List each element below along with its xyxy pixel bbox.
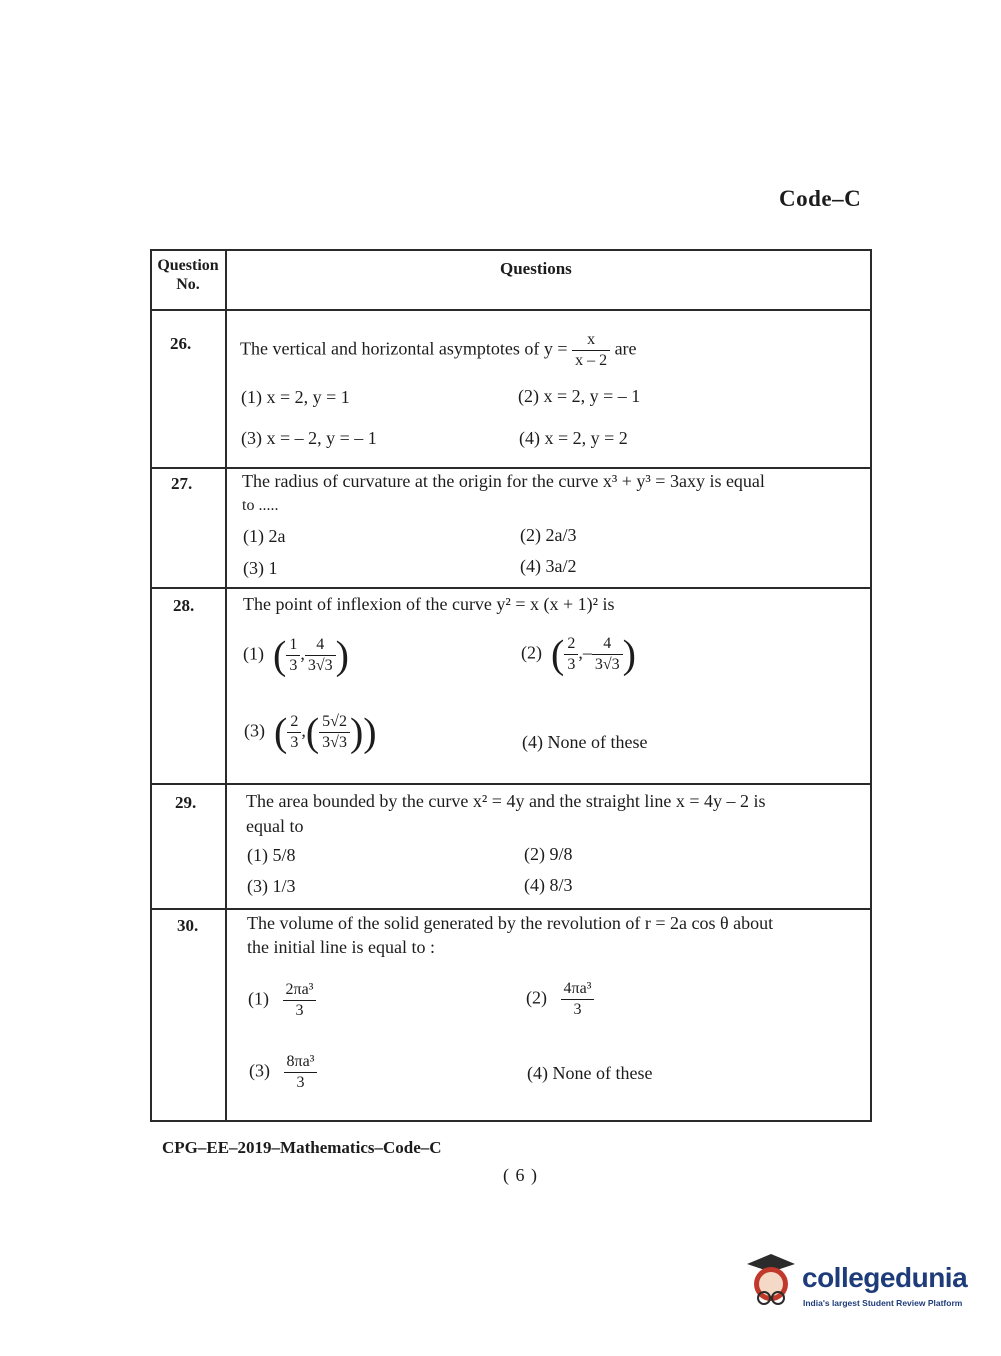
fraction-numerator: 5√2 [319,712,350,733]
fraction [319,712,350,753]
question-27-line2: to ..... [242,497,279,514]
option-3: (3) ( $\frac{2}{3}$ ,( $\frac{5√2}{3√3}$ )) [244,709,377,755]
option-label: (3) [249,1060,270,1081]
option-4: (4) None of these [527,1063,653,1083]
logo-wordmark: collegedunia [802,1262,968,1293]
fraction-denominator: 3 [289,657,298,674]
fraction-denominator: 3 [290,734,299,751]
paper-code-footer: CPG–EE–2019–Mathematics–Code–C [162,1138,442,1157]
fraction-denominator: 3 [295,1002,304,1019]
fraction [572,330,610,371]
option-1: (1) 5/8 [247,845,296,865]
paren-close: ) [335,632,349,678]
fraction-numerator: 8πa³ [284,1052,318,1073]
fraction [561,979,595,1020]
question-number-29: 29. [175,793,197,812]
paren-open: ( [273,632,287,678]
option-2: (2) 9/8 [524,844,573,864]
fraction-numerator: 1 [286,635,300,656]
question-26-text [240,330,637,371]
minus-sign: – [582,642,592,663]
paren-open: ( [551,631,565,677]
fraction-denominator: 3 [296,1074,305,1091]
fraction-denominator: 3 [567,656,576,673]
question-26-stem: The vertical and horizontal asymptotes of y = [240,338,568,359]
fraction-numerator: 4πa³ [561,979,595,1000]
question-29-line2: equal to [246,816,304,836]
question-26-tail: are [614,338,637,359]
fraction-denominator: 3√3 [307,657,333,674]
option-4: (4) None of these [522,732,648,752]
paren-close: )) [349,709,377,755]
option-label: (2) [521,642,542,663]
fraction [284,1052,318,1093]
paren-close: ) [622,631,636,677]
fraction [592,634,623,675]
code-label: Code–C [779,186,862,211]
row-divider [150,783,872,785]
option-2: (2) 2a/3 [520,525,577,545]
question-number-28: 28. [173,596,195,615]
fraction-numerator: 4 [305,635,336,656]
question-30-line1: The volume of the solid generated by the revolution of r = 2a cos θ about [247,913,774,933]
option-4: (4) 8/3 [524,875,573,895]
option-2: (2) x = 2, y = – 1 [518,386,641,406]
fraction [305,635,336,676]
page-number: ( 6 ) [503,1165,538,1185]
fraction-numerator: 2 [287,712,301,733]
paren-open: ( [274,709,288,755]
option-3 [249,1052,317,1093]
column-divider [225,249,227,1122]
row-divider [150,587,872,589]
paren-open: ( [305,709,320,755]
option-1: (1) x = 2, y = 1 [241,387,350,407]
fraction-numerator: 2 [564,634,578,655]
option-label: (1) [243,643,264,664]
row-divider [150,309,872,311]
question-number-26: 26. [170,334,192,353]
header-questions: Questions [500,259,572,278]
option-label: (2) [526,987,547,1008]
option-1: (1) 2a [243,526,286,546]
question-28-text: The point of inflexion of the curve y² = x (x + 1)² is [243,594,615,614]
fraction-denominator: 3√3 [322,734,347,751]
question-number-27: 27. [171,474,193,493]
option-3: (3) 1/3 [247,876,296,896]
fraction-denominator: 3 [573,1001,582,1018]
option-2: (2) ( $\frac{2}{3}$ ,– $\frac{4}{3√3}$ ) [521,631,636,677]
row-divider [150,908,872,910]
option-2 [526,979,594,1020]
fraction-numerator: x [572,330,610,351]
fraction [286,635,300,676]
fraction [564,634,578,675]
option-label: (1) [248,988,269,1009]
option-1 [248,980,316,1021]
option-1: (1) ( $\frac{1}{3}$ , $\frac{4}{3√3}$ ) [243,632,349,678]
fraction-numerator: 2πa³ [283,980,317,1001]
option-3: (3) x = – 2, y = – 1 [241,428,377,448]
fraction-denominator: x – 2 [575,352,608,369]
question-29-line1: The area bounded by the curve x² = 4y and the straight line x = 4y – 2 is [246,791,766,811]
question-30-line2: the initial line is equal to : [247,937,435,957]
question-27-line1: The radius of curvature at the origin for the curve x³ + y³ = 3axy is equal [242,471,765,491]
fraction [283,980,317,1021]
option-4: (4) x = 2, y = 2 [519,428,628,448]
option-4: (4) 3a/2 [520,556,577,576]
logo-tagline: India's largest Student Review Platform [803,1298,963,1308]
fraction [287,712,301,753]
collegedunia-logo-icon [741,1250,801,1312]
fraction-denominator: 3√3 [594,656,620,673]
header-question-no: Question No. [157,257,219,293]
option-3: (3) 1 [243,558,278,578]
question-number-30: 30. [177,916,199,935]
option-label: (3) [244,720,265,741]
fraction-numerator: 4 [592,634,623,655]
